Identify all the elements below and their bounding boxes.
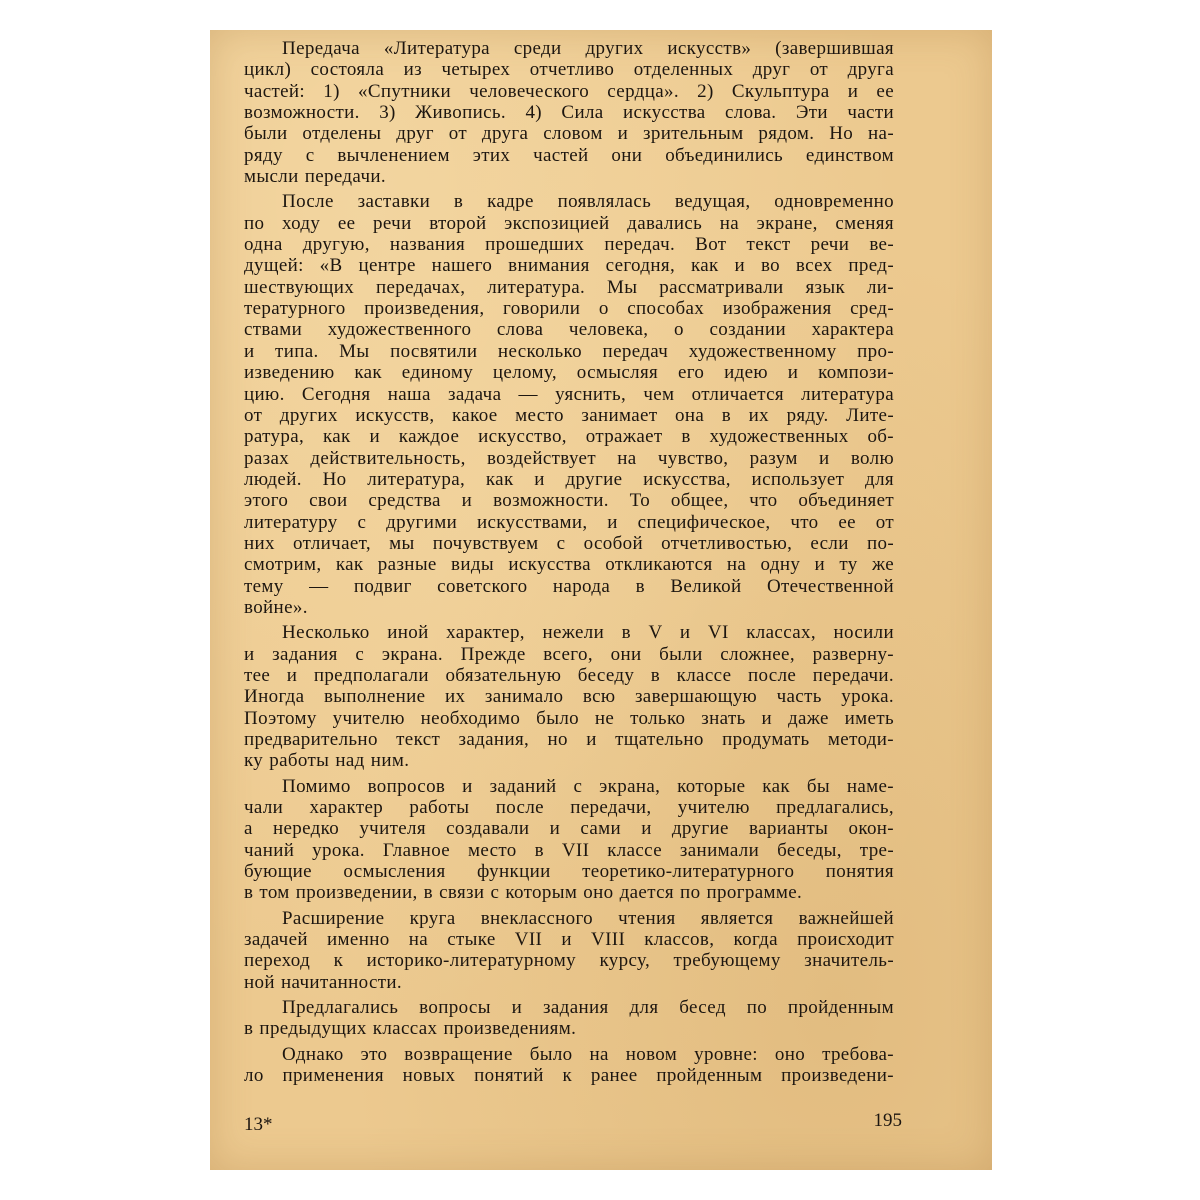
text-line: дущей: «В центре нашего внимания сегодня, как и во всех пред- — [244, 255, 894, 277]
text-line: Помимо вопросов и заданий с экрана, которые как бы наме- — [282, 775, 894, 797]
text-line: Несколько иной характер, нежели в V и VI классах, носили — [282, 622, 894, 644]
text-line: ратура, как и каждое искусство, отражает в художественных об- — [244, 426, 894, 448]
book-page — [210, 30, 992, 1170]
paragraph — [244, 38, 894, 187]
text-line: в том произведении, в связи с которым оно дается по программе. — [244, 882, 803, 904]
text-line: тее и предполагали обязательную беседу в классе после передачи. — [244, 664, 894, 686]
text-line: от других искусств, какое место занимает она в их ряду. Лите- — [244, 404, 894, 426]
text-line: литературу с другими искусствами, и специфическое, что ее от — [244, 511, 894, 533]
text-line: по ходу ее речи второй экспозицией давались на экране, сменяя — [244, 212, 894, 234]
text-line: Передача «Литература среди других искусств» (завершившая — [282, 38, 894, 59]
text-line: и типа. Мы посвятили несколько передач художественному про- — [244, 340, 894, 362]
text-line: разах действительность, воздействует на чувство, разум и волю — [244, 447, 894, 469]
text-line: Однако это возвращение было на новом уровне: оно требова- — [282, 1043, 894, 1065]
paragraph — [244, 622, 894, 771]
text-line: Предлагались вопросы и задания для бесед по пройденным — [282, 997, 894, 1019]
text-line: тему — подвиг советского народа в Великой Отечественной — [244, 575, 894, 597]
paragraph — [244, 776, 894, 904]
text-line: ной начитанности. — [244, 971, 403, 993]
paragraph — [244, 1044, 894, 1087]
text-line: шествующих передачах, литература. Мы рассматривали язык ли- — [244, 276, 894, 298]
text-line: бующие осмысления функции теоретико-литературного понятия — [244, 861, 894, 883]
text-line: чали характер работы после передачи, учителю предлагались, — [244, 797, 894, 819]
text-line: цию. Сегодня наша задача — уяснить, чем отличается литература — [244, 383, 894, 405]
text-line: задачей именно на стыке VII и VIII классов, когда происходит — [244, 929, 894, 951]
text-line: них отличает, мы почувствуем с особой отчетливостью, если по- — [244, 532, 894, 554]
text-line: изведению как единому целому, осмысляя его идею и компози- — [244, 362, 894, 384]
text-line: и задания с экрана. Прежде всего, они были сложнее, разверну- — [244, 643, 894, 665]
paragraph — [244, 997, 894, 1040]
text-line: Поэтому учителю необходимо было не только знать и даже иметь — [244, 707, 894, 729]
text-line: переход к историко-литературному курсу, требующему значитель- — [244, 950, 894, 972]
text-line: чаний урока. Главное место в VII классе занимали беседы, тре- — [244, 839, 894, 861]
text-line: ствами художественного слова человека, о создании характера — [244, 319, 894, 341]
paragraph — [244, 191, 894, 618]
text-line: предварительно текст задания, но и тщательно продумать методи- — [244, 729, 894, 750]
text-line: мысли передачи. — [244, 166, 386, 188]
text-line: одна другую, названия прошедших передач. Вот текст речи ве- — [244, 234, 894, 256]
text-line: смотрим, как разные виды искусства откликаются на одну и ту же — [244, 554, 894, 576]
text-line: цикл) состояла из четырех отчетливо отделенных друг от друга — [244, 59, 894, 81]
paragraph — [244, 908, 894, 993]
text-line: были отделены друг от друга словом и зрительным рядом. Но на- — [244, 123, 894, 145]
page-number: 195 — [873, 1110, 902, 1131]
text-line: возможности. 3) Живопись. 4) Сила искусства слова. Эти части — [244, 102, 894, 124]
text-line: После заставки в кадре появлялась ведущая, одновременно — [282, 191, 894, 213]
text-line: ло применения новых понятий к ранее пройденным произведени- — [244, 1065, 894, 1087]
text-line: Иногда выполнение их занимало всю завершающую часть урока. — [244, 686, 894, 708]
text-line: а нередко учителя создавали и сами и другие варианты окон- — [244, 818, 894, 840]
text-line: войне». — [244, 596, 308, 618]
page-footer — [244, 1110, 902, 1138]
page-text — [244, 38, 894, 1087]
text-line: в предыдущих классах произведениям. — [244, 1018, 577, 1040]
text-line: этого свои средства и возможности. То общее, что объединяет — [244, 490, 894, 512]
signature-mark: 13* — [244, 1114, 273, 1135]
text-line: людей. Но литература, как и другие искусства, использует для — [244, 468, 894, 490]
text-line: ряду с вычленением этих частей они объединились единством — [244, 144, 894, 166]
text-line: тературного произведения, говорили о способах изображения сред- — [244, 298, 894, 320]
text-line: частей: 1) «Спутники человеческого сердца». 2) Скульптура и ее — [244, 80, 894, 102]
text-line: Расширение круга внеклассного чтения является важнейшей — [282, 907, 894, 929]
text-line: ку работы над ним. — [244, 750, 410, 772]
